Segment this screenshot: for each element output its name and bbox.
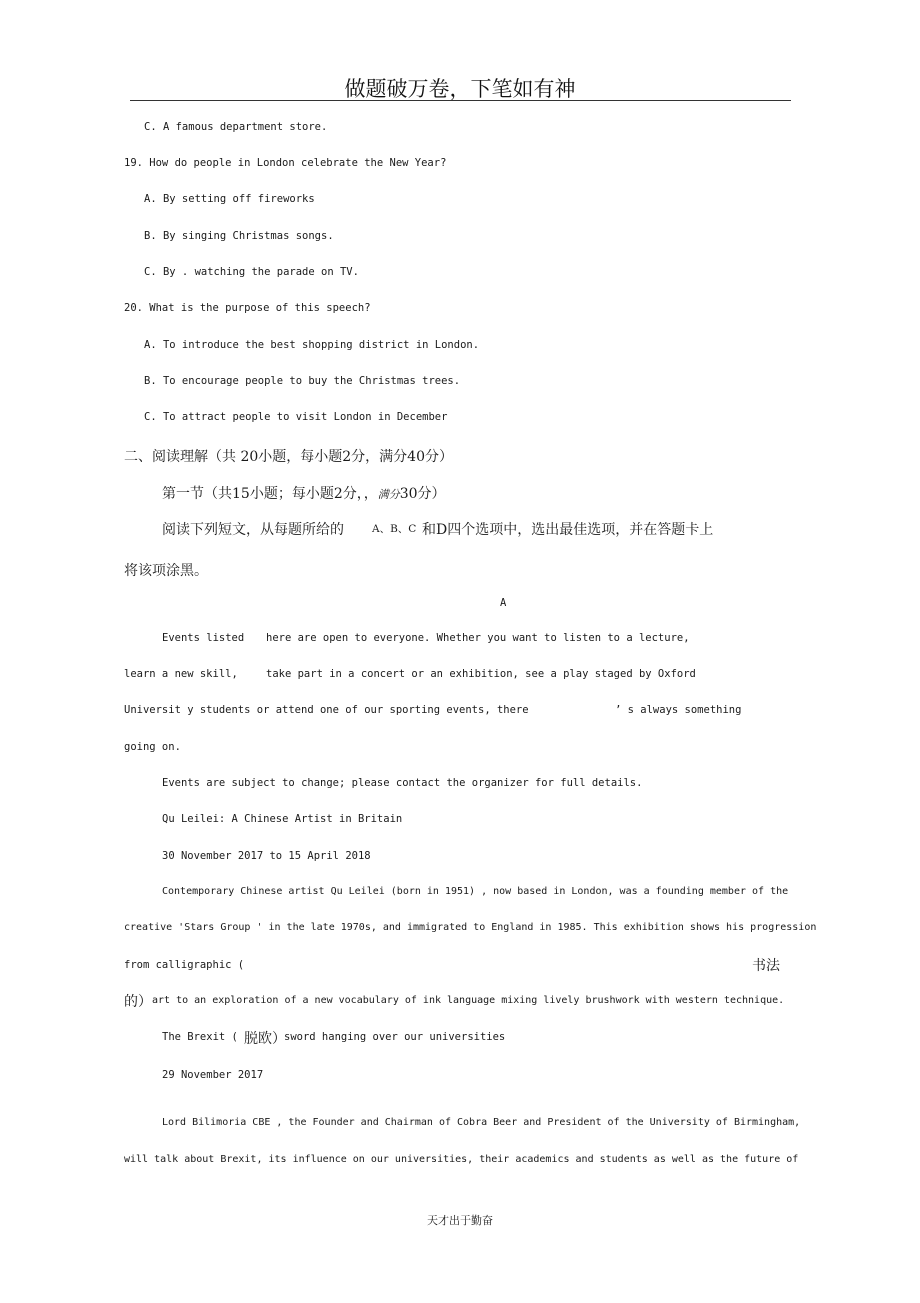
page-header-title: 做题破万卷，下笔如有神 xyxy=(344,77,576,101)
event1-desc-line4b: art to an exploration of a new vocabulary of ink language mixing lively brushwork with western technique. xyxy=(152,995,785,1006)
event1-desc-line2: creative 'Stars Group ' in the late 1970s, and immigrated to England in 1985. This exhibition shows his progression xyxy=(124,922,817,933)
event2-date: 29 November 2017 xyxy=(162,1069,264,1081)
intro-line2a: learn a new skill, xyxy=(124,668,238,680)
part-heading-suffix: 30分） xyxy=(399,486,446,502)
notice-text: Events are subject to change; please contact the organizer for full details. xyxy=(162,777,643,789)
event1-desc-line1: Contemporary Chinese artist Qu Leilei (born in 1951) , now based in London, was a founding member of the xyxy=(162,886,789,897)
section-heading-reading: 二、阅读理解（共 20小题，每小题2分，满分40分） xyxy=(124,449,453,465)
q18-option-c: C. A famous department store. xyxy=(144,121,328,133)
event2-title-a: The Brexit ( xyxy=(162,1031,238,1043)
header-divider xyxy=(130,100,791,101)
part-heading-prefix: 第一节（共15小题；每小题2分，， xyxy=(162,486,378,502)
intro-line2b: take part in a concert or an exhibition, see a play staged by Oxford xyxy=(266,668,696,680)
event2-title-c: sword hanging over our universities xyxy=(284,1031,506,1043)
part-heading-italic: 满分 xyxy=(377,488,400,501)
q20-option-a: A. To introduce the best shopping district in London. xyxy=(144,339,480,351)
event1-desc-line4a: 的） xyxy=(124,994,152,1010)
event1-date: 30 November 2017 to 15 April 2018 xyxy=(162,850,371,862)
event1-desc-line3b: 书法 xyxy=(752,958,780,974)
q20-option-b: B. To encourage people to buy the Christmas trees. xyxy=(144,375,461,387)
q19-option-b: B. By singing Christmas songs. xyxy=(144,230,334,242)
event2-title-b: 脱欧） xyxy=(244,1031,286,1047)
instructions-line1a: 阅读下列短文，从每题所给的 xyxy=(162,522,344,538)
q20-option-c: C. To attract people to visit London in December xyxy=(144,411,448,423)
intro-line4: going on. xyxy=(124,741,181,753)
instructions-line1b: A、B、C xyxy=(372,523,417,535)
q20-stem: 20. What is the purpose of this speech? xyxy=(124,302,371,314)
intro-line1a: Events listed xyxy=(162,632,245,644)
passage-label: A xyxy=(500,597,507,609)
part-heading xyxy=(162,483,446,503)
q19-option-c: C. By . watching the parade on TV. xyxy=(144,266,359,278)
page-footer: 天才出于勤奋 xyxy=(427,1214,493,1227)
intro-line3b: ’ s always something xyxy=(615,704,742,716)
event1-title: Qu Leilei: A Chinese Artist in Britain xyxy=(162,813,403,825)
intro-line1b: here are open to everyone. Whether you want to listen to a lecture, xyxy=(266,632,690,644)
instructions-line2: 将该项涂黑。 xyxy=(124,563,208,579)
q19-option-a: A. By setting off fireworks xyxy=(144,193,315,205)
q19-stem: 19. How do people in London celebrate the New Year? xyxy=(124,157,447,169)
event1-desc-line3a: from calligraphic ( xyxy=(124,959,245,971)
intro-line3a: Universit y students or attend one of our sporting events, there xyxy=(124,704,529,716)
event2-desc-line1: Lord Bilimoria CBE , the Founder and Chairman of Cobra Beer and President of the University of Birmingham, xyxy=(162,1117,801,1128)
event2-desc-line2: will talk about Brexit, its influence on our universities, their academics and students as well as the future of xyxy=(124,1154,799,1165)
instructions-line1c: 和D四个选项中，选出最佳选项，并在答题卡上 xyxy=(422,522,714,538)
